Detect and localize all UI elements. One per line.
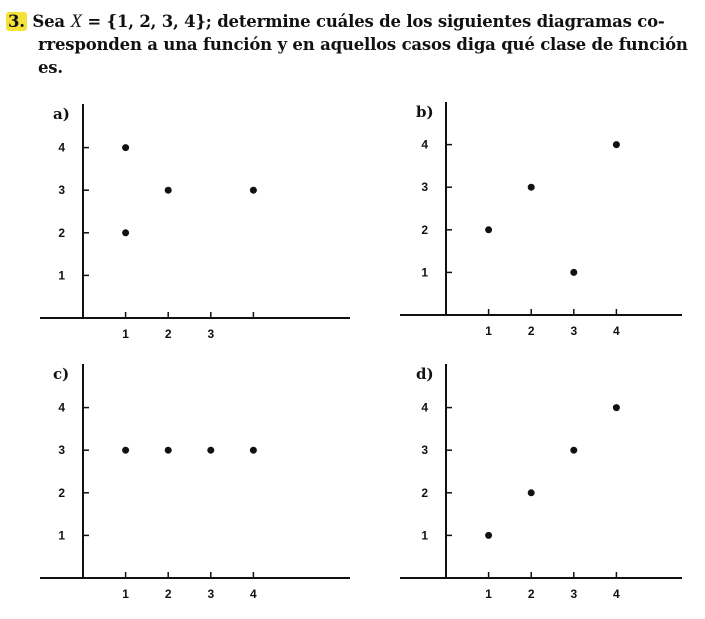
x-tick-label: 1 [122, 587, 129, 601]
data-point [613, 141, 620, 148]
y-tick-label: 1 [421, 265, 428, 280]
data-point [250, 187, 257, 194]
y-tick-label: 4 [58, 140, 65, 155]
y-tick-label: 2 [421, 485, 428, 500]
y-tick-label: 3 [421, 180, 428, 195]
y-tick-label: 2 [421, 222, 428, 237]
plot-label: a) [53, 105, 70, 123]
problem-number: 3. [8, 12, 25, 31]
x-tick-label: 2 [164, 587, 172, 601]
x-tick-label: 3 [207, 587, 215, 601]
plot-b [400, 102, 682, 338]
y-tick-label: 3 [58, 443, 65, 458]
x-tick-label: 2 [527, 324, 535, 338]
x-tick-label: 4 [613, 324, 620, 338]
problem-rest: ; determine cuáles de los siguientes diagramas co-rresponden a una función y en aquellos casos diga qué clase de función es. [38, 12, 688, 77]
y-tick-label: 2 [58, 225, 65, 240]
data-point [528, 489, 535, 496]
data-point [570, 447, 577, 454]
data-point [165, 187, 172, 194]
y-tick-label: 3 [58, 183, 65, 198]
plot-label: c) [53, 365, 70, 383]
data-point [165, 447, 172, 454]
y-tick-label: 4 [421, 137, 428, 152]
problem-variable: X [70, 11, 82, 32]
data-point [528, 184, 535, 191]
data-point [250, 447, 257, 454]
x-tick-label: 4 [613, 587, 620, 601]
data-point [570, 269, 577, 276]
plot-c [40, 364, 350, 601]
y-tick-label: 3 [421, 443, 428, 458]
x-tick-label: 2 [527, 587, 535, 601]
problem-pre: Sea [32, 12, 71, 31]
y-tick-label: 1 [58, 528, 65, 543]
x-tick-label: 3 [570, 587, 578, 601]
x-tick-label: 4 [250, 587, 257, 601]
data-point [122, 229, 129, 236]
x-tick-label: 1 [485, 587, 492, 601]
plot-label: b) [416, 103, 434, 121]
data-point [122, 144, 129, 151]
data-point [122, 447, 129, 454]
x-tick-label: 1 [122, 327, 129, 341]
data-point [207, 447, 214, 454]
data-point [485, 532, 492, 539]
x-tick-label: 3 [570, 324, 578, 338]
plot-a [40, 104, 350, 341]
y-tick-label: 4 [58, 400, 65, 415]
plot-label: d) [416, 365, 434, 383]
y-tick-label: 2 [58, 485, 65, 500]
x-tick-label: 1 [485, 324, 492, 338]
y-tick-label: 1 [421, 528, 428, 543]
data-point [485, 226, 492, 233]
x-tick-label: 3 [207, 327, 215, 341]
x-tick-label: 2 [164, 327, 172, 341]
plot-d [400, 364, 682, 601]
data-point [613, 404, 620, 411]
y-tick-label: 4 [421, 400, 428, 415]
problem-set: = {1, 2, 3, 4} [81, 12, 206, 31]
y-tick-label: 1 [58, 268, 65, 283]
